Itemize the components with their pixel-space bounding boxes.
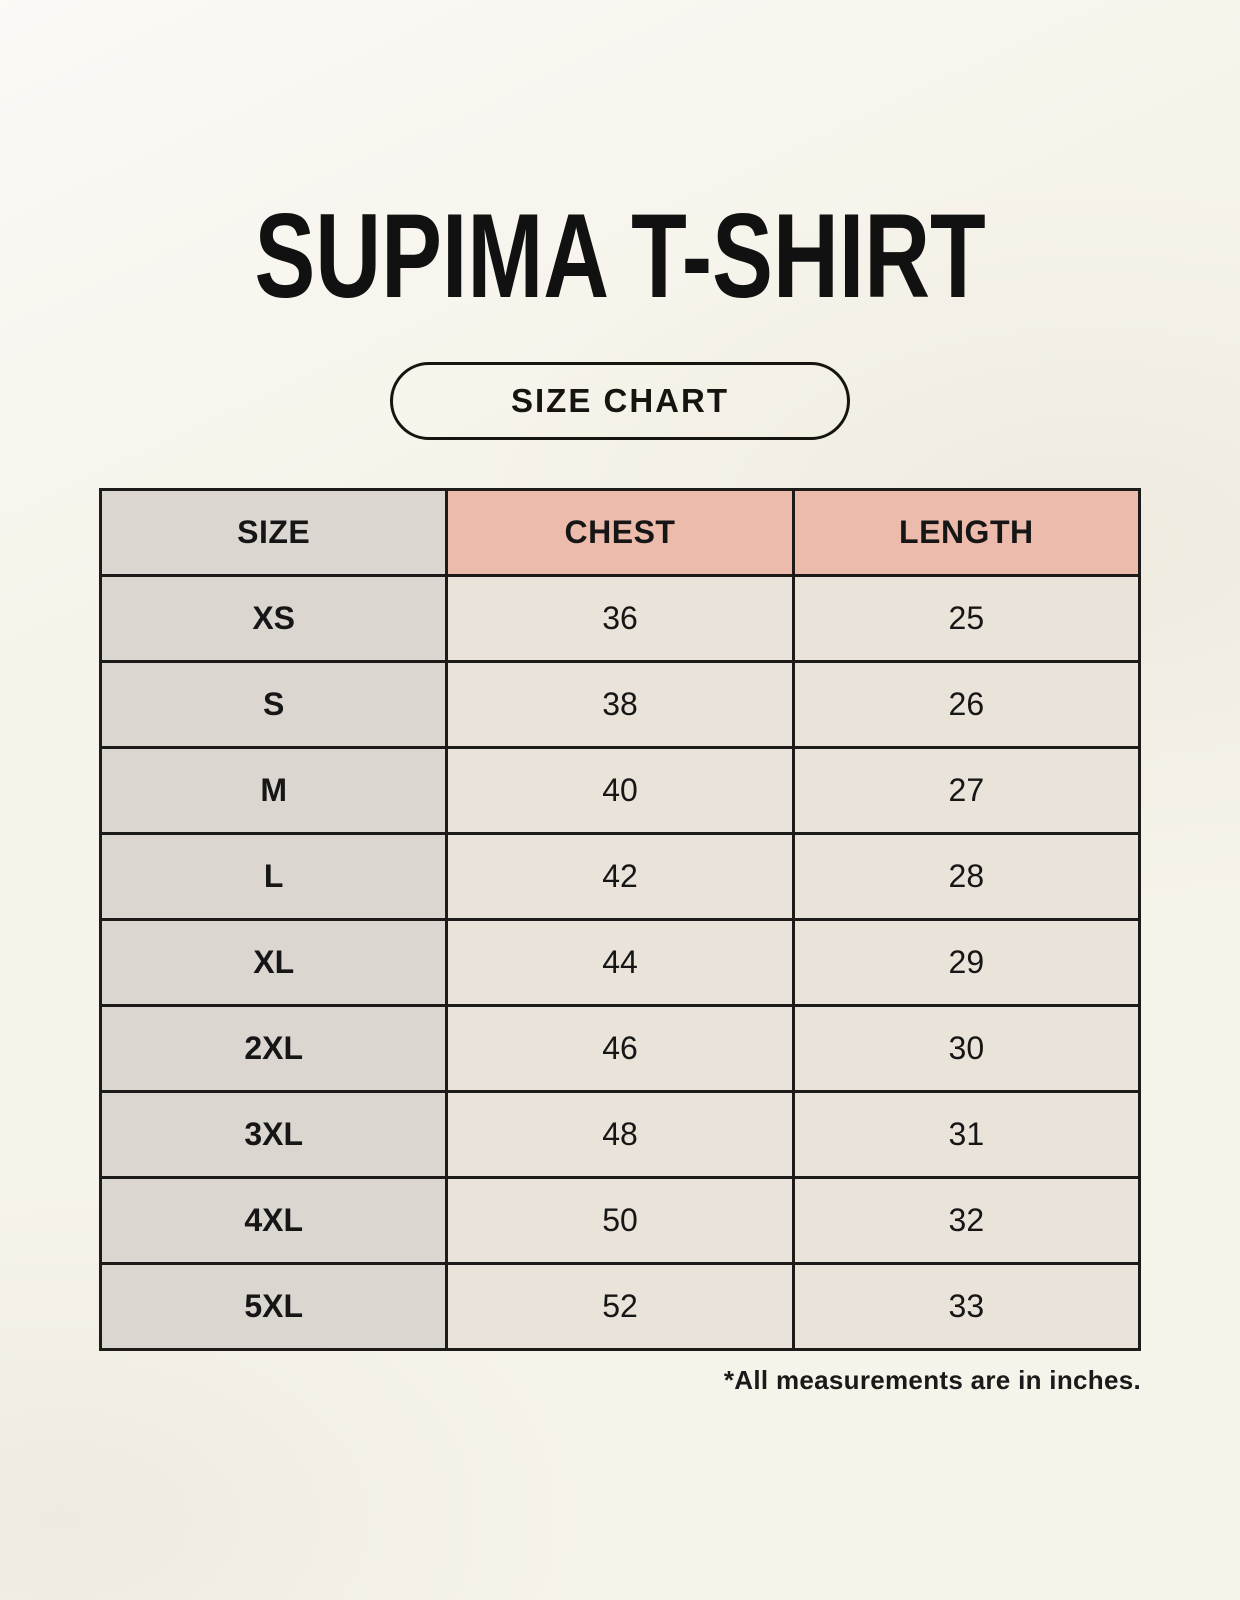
chest-cell: 50: [447, 1178, 793, 1264]
column-header-chest: CHEST: [447, 490, 793, 576]
size-cell: XL: [101, 920, 447, 1006]
size-table: [99, 488, 1141, 1351]
page-title: SUPIMA T-SHIRT: [254, 189, 986, 323]
length-cell: 30: [793, 1006, 1139, 1092]
chest-cell: 46: [447, 1006, 793, 1092]
chest-cell: 36: [447, 576, 793, 662]
size-cell: XS: [101, 576, 447, 662]
chest-cell: 40: [447, 748, 793, 834]
chest-cell: 42: [447, 834, 793, 920]
column-header-length: LENGTH: [793, 490, 1139, 576]
chest-cell: 48: [447, 1092, 793, 1178]
table-row: [101, 748, 1140, 834]
table-row: [101, 662, 1140, 748]
size-cell: 5XL: [101, 1264, 447, 1350]
length-cell: 31: [793, 1092, 1139, 1178]
table-row: [101, 1264, 1140, 1350]
header-row: [101, 490, 1140, 576]
size-cell: 3XL: [101, 1092, 447, 1178]
size-table-body: [101, 576, 1140, 1350]
length-cell: 33: [793, 1264, 1139, 1350]
table-row: [101, 1006, 1140, 1092]
length-cell: 27: [793, 748, 1139, 834]
chest-cell: 44: [447, 920, 793, 1006]
length-cell: 25: [793, 576, 1139, 662]
table-row: [101, 834, 1140, 920]
size-chart-badge: [390, 362, 850, 440]
table-row: [101, 1178, 1140, 1264]
length-cell: 29: [793, 920, 1139, 1006]
size-cell: S: [101, 662, 447, 748]
length-cell: 26: [793, 662, 1139, 748]
size-cell: M: [101, 748, 447, 834]
table-row: [101, 920, 1140, 1006]
chest-cell: 52: [447, 1264, 793, 1350]
measurements-footnote: *All measurements are in inches.: [723, 1365, 1141, 1395]
table-row: [101, 576, 1140, 662]
table-row: [101, 1092, 1140, 1178]
size-table-header: [101, 490, 1140, 576]
column-header-size: SIZE: [101, 490, 447, 576]
size-cell: 2XL: [101, 1006, 447, 1092]
length-cell: 32: [793, 1178, 1139, 1264]
chest-cell: 38: [447, 662, 793, 748]
length-cell: 28: [793, 834, 1139, 920]
size-chart-badge-label: SIZE CHART: [511, 382, 729, 419]
size-cell: 4XL: [101, 1178, 447, 1264]
size-cell: L: [101, 834, 447, 920]
